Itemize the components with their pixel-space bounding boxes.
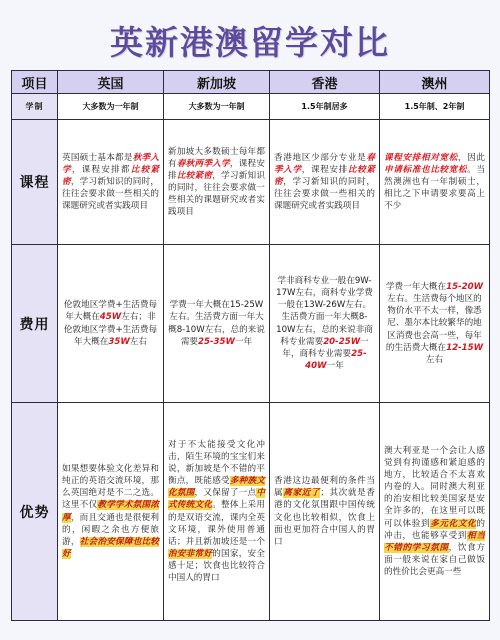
row-label-fee: 费用 — [12, 245, 58, 403]
row-label-advantage: 优势 — [12, 403, 58, 621]
comparison-table — [11, 70, 490, 621]
xuezhi-hongkong: 1.5年制居多 — [270, 94, 380, 120]
fee-singapore: 学费一年大概在15-25W左右。生活费方面一年大概8-10W左右，总的来说需要25-35W一年 — [164, 245, 270, 403]
header-item: 项目 — [12, 71, 58, 94]
xuezhi-australia: 1.5年制、2年制 — [380, 94, 490, 120]
row-fee — [12, 245, 490, 403]
course-australia: 课程安排相对宽松，因此申请标准也比较宽松。当然澳洲也有一年制硕士，相比之下申请要求要高上不少 — [380, 120, 490, 245]
xuezhi-singapore: 大多数为一年制 — [164, 94, 270, 120]
advantage-singapore: 对于不太能接受文化冲击，陌生环境的宝宝们来说，新加坡是个不错的平衡点，既能感受多种族文化氛围，又保留了一点中式传统文化。整体上采用的是双语交流，课内全英文环境，课外使用普通话；并且新加坡还是一个治安非常好的国家，安全感十足；饮食也比较符合中国人的胃口 — [164, 403, 270, 621]
course-singapore: 新加坡大多数硕士每年都有春秋两季入学，课程安排比较紧密，学习新知识的同时，往往会要求做一些相关的课题研究或者实践项目 — [164, 120, 270, 245]
fee-uk: 伦敦地区学费+生活费每年大概在45W左右；非伦敦地区学费+生活费每年大概在35W左右 — [58, 245, 164, 403]
row-course — [12, 120, 490, 245]
row-label-xuezhi: 学制 — [12, 94, 58, 120]
header-hongkong: 香港 — [270, 71, 380, 94]
page-title: 英新港澳留学对比 — [110, 22, 390, 62]
header-row — [12, 71, 490, 94]
course-hongkong: 香港地区少部分专业是春季入学，课程安排比较紧密，学习新知识的同时，往往会要求做一些相关的课题研究或者实践项目 — [270, 120, 380, 245]
advantage-hongkong: 香港这边最便利的条件当属离家近了；其次就是香港的文化氛围跟中国传统文化也比较相似，饮食上面也更加符合中国人的胃口 — [270, 403, 380, 621]
course-uk: 英国硕士基本都是秋季入学，课程安排都比较紧密，学习新知识的同时，往往会要求做一些相关的课题研究或者实践项目 — [58, 120, 164, 245]
row-label-course: 课程 — [12, 120, 58, 245]
fee-australia: 学费一年大概在15-20W左右。生活费每个地区的物价水平不太一样，像悉尼、墨尔本比较繁华的地区消费也会高一些，每年的生活费大概在12-15W左右 — [380, 245, 490, 403]
header-singapore: 新加坡 — [164, 71, 270, 94]
header-australia: 澳州 — [380, 71, 490, 94]
title-banner — [11, 10, 489, 70]
fee-hongkong: 学非商科专业一般在9W-17W左右，商科专业学费一般在13W-26W左右。生活费方面一年大概8-10W左右，总的来说非商科专业需要20-25W一年，商科专业需要25-40W一年 — [270, 245, 380, 403]
header-uk: 英国 — [58, 71, 164, 94]
row-advantage — [12, 403, 490, 621]
row-xuezhi — [12, 94, 490, 120]
advantage-australia: 澳大利亚是一个会让人感觉到有拘谨感和紧迫感的地方，比较适合不太喜欢内卷的人。同时澳大利亚的治安相比较美国家是安全许多的，在这里可以既可以体验到多元化文化的冲击，也能够享受到相当不错的学习氛围，饮食方面一般来说在家自己做饭的性价比会更高一些 — [380, 403, 490, 621]
xuezhi-uk: 大多数为一年制 — [58, 94, 164, 120]
advantage-uk: 如果想要体验文化差异和纯正的英语交流环境，那么英国绝对是不二之选。这里不仅教学学术氛围浓厚，而且交通也是很便利的，闲暇之余也方便旅游，社会治安保障也比较好 — [58, 403, 164, 621]
